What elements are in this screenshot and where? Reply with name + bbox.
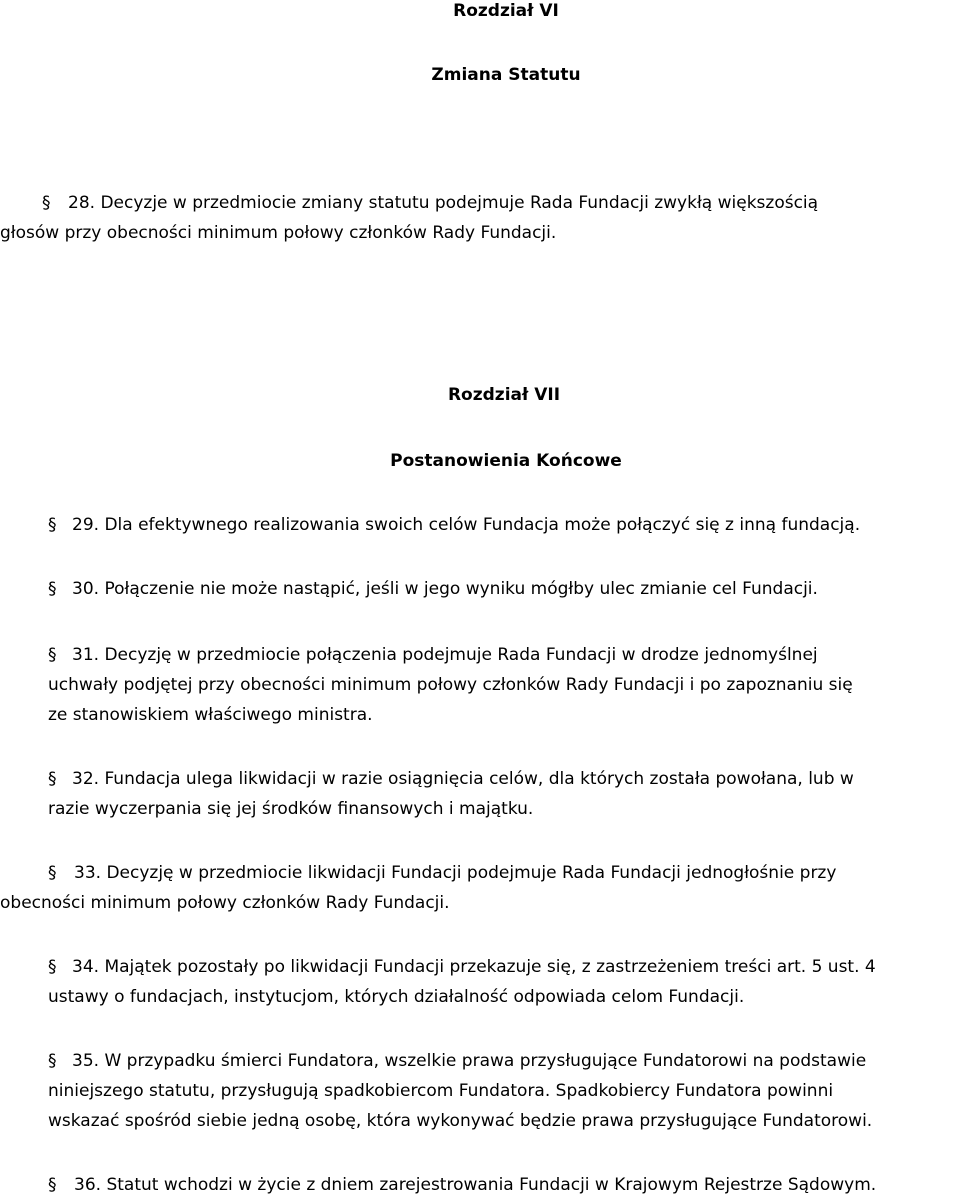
section-sign: § <box>48 1175 57 1195</box>
paragraph-28-text-1: 28. Decyzje w przedmiocie zmiany statutu podejmuje Rada Fundacji zwykłą większością <box>68 193 819 213</box>
chapter-6-subtitle: Zmiana Statutu <box>431 65 581 85</box>
section-sign: § <box>48 1051 57 1071</box>
section-sign: § <box>48 515 57 535</box>
paragraph-31-line-3: ze stanowiskiem właściwego ministra. <box>48 705 373 725</box>
paragraph-31-line-1 <box>48 640 818 670</box>
paragraph-29-line-1 <box>48 510 860 540</box>
paragraph-28-line-2: głosów przy obecności minimum połowy członków Rady Fundacji. <box>0 223 557 243</box>
paragraph-36-text-1: 36. Statut wchodzi w życie z dniem zarejestrowania Fundacji w Krajowym Rejestrze Sądowym. <box>74 1175 877 1195</box>
paragraph-35-line-3: wskazać spośród siebie jedną osobę, która wykonywać będzie prawa przysługujące Fundatorowi. <box>48 1111 873 1131</box>
paragraph-34-line-2: ustawy o fundacjach, instytucjom, których działalność odpowiada celom Fundacji. <box>48 987 745 1007</box>
section-sign: § <box>48 579 57 599</box>
section-sign: § <box>48 645 57 665</box>
section-sign: § <box>48 863 57 883</box>
paragraph-28-line-1 <box>42 188 818 218</box>
chapter-6-title: Rozdział VI <box>453 1 559 21</box>
paragraph-35-line-2: niniejszego statutu, przysługują spadkobiercom Fundatora. Spadkobiercy Fundatora powinni <box>48 1081 834 1101</box>
paragraph-32-text-1: 32. Fundacja ulega likwidacji w razie osiągnięcia celów, dla których została powołana, lub w <box>72 769 854 789</box>
paragraph-34-line-1 <box>48 952 876 982</box>
section-sign: § <box>48 957 57 977</box>
paragraph-35-line-1 <box>48 1046 866 1076</box>
paragraph-30-text-1: 30. Połączenie nie może nastąpić, jeśli w jego wyniku mógłby ulec zmianie cel Fundacji. <box>72 579 818 599</box>
paragraph-31-line-2: uchwały podjętej przy obecności minimum połowy członków Rady Fundacji i po zapoznaniu się <box>48 675 853 695</box>
chapter-7-title: Rozdział VII <box>447 385 561 405</box>
paragraph-33-line-1 <box>48 858 836 888</box>
paragraph-33-text-1: 33. Decyzję w przedmiocie likwidacji Fundacji podejmuje Rada Fundacji jednogłośnie przy <box>74 863 837 883</box>
paragraph-34-text-1: 34. Majątek pozostały po likwidacji Fundacji przekazuje się, z zastrzeżeniem treści art. 5 ust. 4 <box>72 957 876 977</box>
paragraph-32-line-2: razie wyczerpania się jej środków finansowych i majątku. <box>48 799 534 819</box>
paragraph-33-line-2: obecności minimum połowy członków Rady Fundacji. <box>0 893 450 913</box>
chapter-7-subtitle: Postanowienia Końcowe <box>390 451 622 471</box>
paragraph-32-line-1 <box>48 764 854 794</box>
paragraph-31-text-1: 31. Decyzję w przedmiocie połączenia podejmuje Rada Fundacji w drodze jednomyślnej <box>72 645 818 665</box>
section-sign: § <box>48 769 57 789</box>
section-sign: § <box>42 193 51 213</box>
paragraph-29-text-1: 29. Dla efektywnego realizowania swoich celów Fundacja może połączyć się z inną fundacją. <box>72 515 861 535</box>
paragraph-35-text-1: 35. W przypadku śmierci Fundatora, wszelkie prawa przysługujące Fundatorowi na podstawie <box>72 1051 867 1071</box>
paragraph-30-line-1 <box>48 574 818 604</box>
paragraph-36-line-1 <box>48 1170 876 1200</box>
